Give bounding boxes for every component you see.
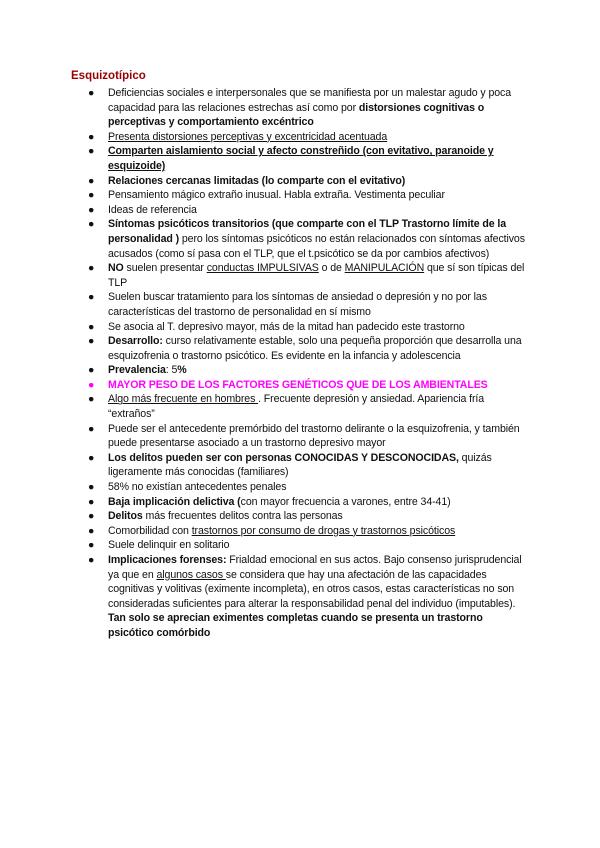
list-item: ● MAYOR PESO DE LOS FACTORES GENÉTICOS QUE DE LOS AMBIENTALES [88, 378, 488, 391]
list-item: ● Suele delinquir en solitario [88, 539, 230, 552]
list-item: ● Relaciones cercanas limitadas (lo comparte con el evitativo) [88, 174, 406, 187]
bullet-icon: ● [88, 87, 95, 99]
bullet-icon: ● [88, 364, 95, 377]
bullet-icon: ● [88, 335, 95, 348]
list-item: ● Los delitos pueden ser con personas CONOCIDAS Y DESCONOCIDAS, quizás ligeramente más conocidas (familiares) [88, 451, 492, 479]
bullet-icon: ● [88, 291, 95, 304]
bullet-icon: ● [88, 554, 95, 566]
bullet-icon: ● [88, 218, 95, 231]
list-item: ● Baja implicación delictiva (con mayor frecuencia a varones, entre 34-41) [88, 495, 451, 508]
list-item: ● Comparten aislamiento social y afecto constreñido (con evitativo, paranoide y esquizoide) [88, 145, 494, 172]
bullet-icon: ● [88, 189, 95, 202]
bullet-list [88, 86, 528, 641]
list-item: ● Puede ser el antecedente premórbido del trastorno delirante o la esquizofrenia, y también puede presentarse asociado a un trastorno depresivo mayor [88, 422, 520, 450]
bullet-icon: ● [88, 510, 95, 523]
bullet-icon: ● [88, 451, 95, 464]
list-item: ● Ideas de referencia [88, 203, 197, 216]
bullet-icon: ● [88, 393, 95, 406]
list-item: ● Implicaciones forenses: Frialdad emocional en sus actos. Bajo consenso jurisprudencial ya que en algunos casos se considera que hay una afectación de las capacidades cognitivas y volitivas (eximente incompleta), en otros casos, estas características no son consideradas suficientes para alterar la responsabilidad penal del individuo (imputables). Tan solo se aprecian eximentes completas cuando se presenta un trastorno psicótico comórbido [88, 554, 522, 639]
list-item: ● Presenta distorsiones perceptivas y excentricidad acentuada [88, 130, 388, 143]
list-item: ● Suelen buscar tratamiento para los síntomas de ansiedad o depresión y no por las características del trastorno de personalidad en sí mismo [88, 291, 487, 318]
bullet-icon: ● [88, 378, 95, 391]
list-item: ● NO suelen presentar conductas IMPULSIVAS o de MANIPULACIÓN que sí son típicas del TLP [88, 262, 525, 289]
bullet-icon: ● [88, 524, 95, 537]
list-item: ● 58% no existían antecedentes penales [88, 481, 287, 494]
list-item: ● Pensamiento mágico extraño inusual. Habla extraña. Vestimenta peculiar [88, 189, 445, 202]
bullet-icon: ● [88, 481, 95, 494]
bullet-icon: ● [88, 262, 95, 275]
bullet-icon: ● [88, 320, 95, 333]
list-item: ● Algo más frecuente en hombres . Frecuente depresión y ansiedad. Apariencia fría “extraños” [88, 393, 485, 421]
bullet-icon: ● [88, 495, 95, 508]
list-item: ● Prevalencia: 5% [88, 364, 187, 377]
list-item: ● Comorbilidad con trastornos por consumo de drogas y trastornos psicóticos [88, 524, 456, 537]
list-item: ● Síntomas psicóticos transitorios (que comparte con el TLP Trastorno límite de la personalidad ) pero los síntomas psicóticos no están relacionados con síntomas afectivos acusados (como sí pasa con el TLP, que el t.psicótico se da por cambios afectivos) [88, 218, 525, 260]
list-item: ● Desarrollo: curso relativamente estable, solo una pequeña proporción que desarrolla una esquizofrenia o trastorno psicótico. Es evidente en la infancia y adolescencia [88, 335, 522, 362]
bullet-icon: ● [88, 174, 95, 187]
bullet-icon: ● [88, 422, 95, 435]
list-item: ● Se asocia al T. depresivo mayor, más de la mitad han padecido este trastorno [88, 320, 465, 333]
section-heading: Esquizotípico [71, 70, 146, 82]
bullet-icon: ● [88, 145, 95, 158]
list-item: ● Deficiencias sociales e interpersonales que se manifiesta por un malestar agudo y poca capacidad para las relaciones estrechas así como por distorsiones cognitivas o perceptivas y comportamiento excéntrico [88, 87, 512, 129]
bullet-icon: ● [88, 203, 95, 216]
list-item: ● Delitos más frecuentes delitos contra las personas [88, 510, 343, 523]
bullet-icon: ● [88, 130, 95, 143]
bullet-icon: ● [88, 539, 95, 552]
